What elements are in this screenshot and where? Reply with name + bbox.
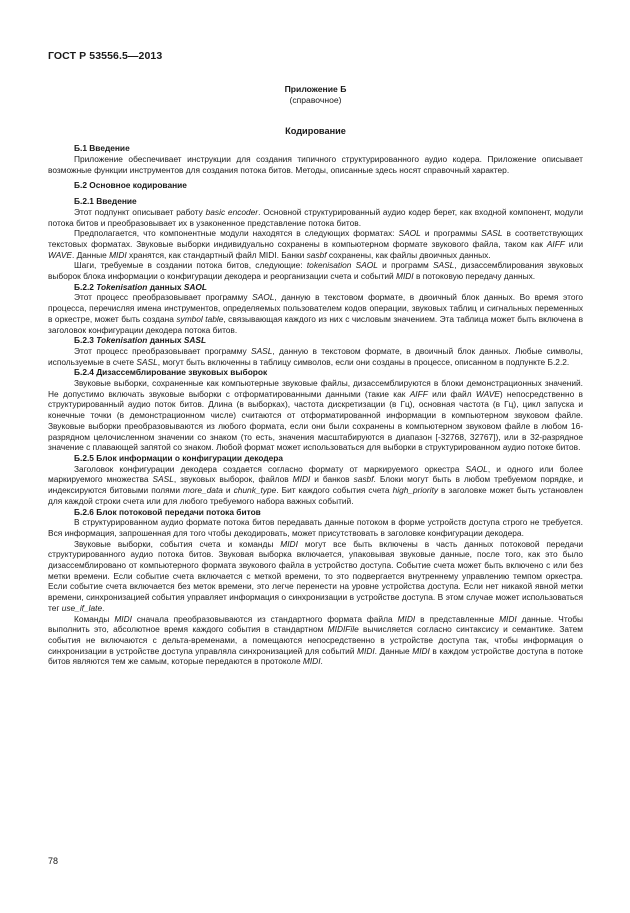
page-number: 78 [48, 856, 59, 866]
paragraph: Предполагается, что компонентные модули находятся в следующих форматах: SAOL и программы SASL в соответствующих текстовых форматах. Звуковые выборки индивидуально сохранены в компьютерном формате звукового файла, таком как AIFF или WAVE. Данные MIDI хранятся, как стандартный файл MIDI. Банки sasbf сохранены, как файлы двоичных данных. [48, 228, 583, 260]
section-heading-b24: Б.2.4 Дизассемблирование звуковых выборок [74, 367, 268, 378]
main-title: Кодирование [285, 125, 346, 136]
section-heading-b21: Б.2.1 Введение [74, 196, 137, 207]
section-heading-b1: Б.1 Введение [74, 143, 130, 154]
paragraph: Заголовок конфигурации декодера создается согласно формату от маркируемого оркестра SAOL, и одного или более маркируемого множества SASL, звуковых выборок, файлов MIDI и банков sasbf. Блоки могут быть в любом требуемом порядке, и индексируются битовыми полями more_data и chunk_type. Бит каждого события счета high_priority в заголовке может быть установлен для каждой строки счета или для любого требуемого набора важных событий. [48, 463, 583, 506]
section-heading-b2: Б.2 Основное кодирование [74, 180, 187, 191]
appendix-subtitle: (справочное) [289, 94, 342, 105]
paragraph: Звуковые выборки, сохраненные как компьютерные звуковые файлы, дизассемблируются в блоки демонстрационных значений. Не допустимо включать звуковые выборки с отформатированными данными (такие как AIFF или файл WAVE) непосредственно в структурированный аудио поток битов. Длина (в выборках), частота дискретизации (в Гц), основная частота (в Гц), цикл запуска и конечные точки (в демонстрационном числе) считаются от отформатированной информации в компьютерном звуковом файле. Звуковые выборки преобразовываются из любого формата, если они были сохранены в компьютерном звуковом файле в любом 16-разрядном целочисленном значении со знаком (то есть, значения масштабируются в диапазон [-32768, 32767]), или в 32-разрядное значение с плавающей запятой со знаком. Любой формат может использоваться для выборки в структурированном аудио потоке битов. [48, 378, 583, 453]
appendix-heading [48, 84, 583, 106]
standard-header: ГОСТ Р 53556.5—2013 [48, 50, 163, 62]
section-heading-b26: Б.2.6 Блок потоковой передачи потока битов [74, 506, 261, 517]
paragraph: Звуковые выборки, события счета и команды MIDI могут все быть включены в часть данных потоковой передачи структурированного аудио потока битов. Звуковая выборка включается, упаковывая звуковые данные, после того, как это было дизассемблировано от компьютерного формата звукового файла в устройство доступа. Событие счета может быть включено с или без метки времени. Если событие счета включается с меткой времени, то это подвергается внутреннему управлению темпом оркестра. Если событие счета включается без меток времени, это легче перенести на уровне устройства доступа. Если нет никакой явной метки времени, синхронизацией события управляет информация о синхронизации в устройстве доступа. В этом случае может использоваться тег use_if_late. [48, 538, 583, 613]
section-heading-b23: Б.2.3 Tokenisation данных SASL [74, 335, 207, 346]
section-heading-b25: Б.2.5 Блок информации о конфигурации декодера [74, 452, 284, 463]
paragraph: Этот процесс преобразовывает программу SAOL, данную в текстовом формате, в двоичный блок данных. Во время этого процесса, перечисляя имена инструментов, определяемых пользователем кодов операции, звуковых таблиц и сигнальных переменных в оркестре, может быть создана symbol table, связывающая каждого из них с числовым значением. Эта таблица может быть включена в заголовок конфигурации декодера потока битов. [48, 292, 583, 335]
paragraph: В структурированном аудио формате потока битов передавать данные потоком в форме устройств доступа строго не требуется. Вся информация, запрошенная для того чтобы декодировать, может присутствовать в заголовке конфигурации декодера. [48, 517, 583, 538]
paragraph: Шаги, требуемые в создании потока битов, следующие: tokenisation SAOL и программ SASL, дизассемблирования звуковых выборок блока информации о конфигурации декодера и реорганизации счета и событий MIDI в потоковую передачу данных. [48, 260, 584, 282]
paragraph: Команды MIDI сначала преобразовываются из стандартного формата файла MIDI в представленные MIDI данные. Чтобы выполнить это, абсолютное время каждого события в стандартном MIDIFile вычисляется согласно синтаксису и семантике. Затем события не включаются с дельта-временами, а помещаются непосредственно в устройстве доступа так, чтобы информация о синхронизации в устройстве доступа управляла синхронизацией для событий MIDI. Данные MIDI в каждом устройстве доступа в потоке битов являются тем же самым, которые передаются в протоколе MIDI. [48, 613, 584, 667]
paragraph: Этот процесс преобразовывает программу SASL, данную в текстовом формате, в двоичный блок данных. Любые символы, используемые в счете SASL, могут быть включенны в таблицу символов, если они созданы в процессе, описанном в подпункте Б.2.2. [48, 345, 583, 367]
appendix-title: Приложение Б [284, 84, 347, 94]
paragraph: Приложение обеспечивает инструкции для создания типичного структурированного аудио кодера. Приложение описывает возможные функции инструментов для создания потока битов. Методы, описанные здесь носят справочный характер. [48, 154, 583, 175]
page-content [48, 84, 583, 667]
paragraph: Этот подпункт описывает работу basic encoder. Основной структурированный аудио кодер берет, как входной компонент, модули потока битов и преобразовывает их в узаконенное представление потока битов. [48, 206, 584, 228]
section-heading-b22: Б.2.2 Tokenisation данных SAOL [74, 281, 207, 292]
